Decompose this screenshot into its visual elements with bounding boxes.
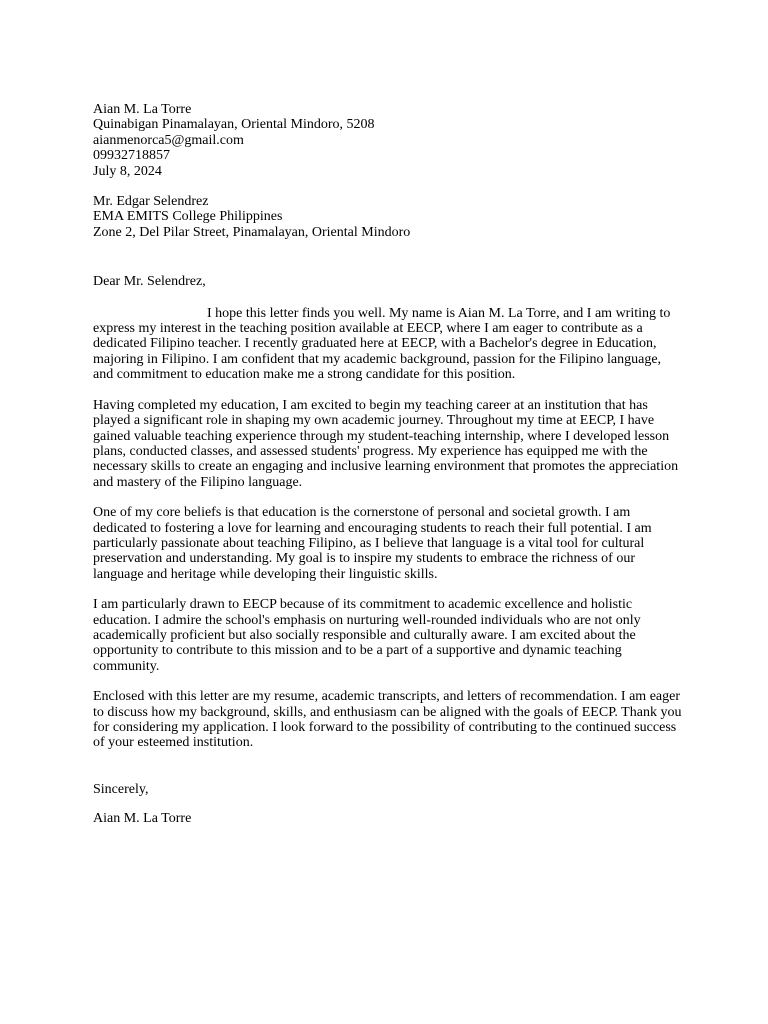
sender-name: Aian M. La Torre [93,102,192,117]
signature-name: Aian M. La Torre [93,811,192,827]
body-paragraph-2: Having completed my education, I am excited to begin my teaching career at an institution that has played a significant role in shaping my own academic journey. Throughout my time at EECP, I have gained valuable teaching experience through my student-teaching internship, where I developed lesson plans, conducted classes, and assessed students' progress. My experience has equipped me with the necessary skills to create an engaging and inclusive learning environment that promotes the appreciation and mastery of the Filipino language. [93,397,679,490]
sender-address: Quinabigan Pinamalayan, Oriental Mindoro, 5208 [93,117,375,133]
recipient-institution: EMA EMITS College Philippines [93,209,283,225]
letter-page [93,102,683,827]
body-paragraph-1: I hope this letter finds you well. My name is Aian M. La Torre, and I am writing to express my interest in the teaching position available at EECP, where I am eager to contribute as a dedicated Filipino teacher. I recently graduated here at EECP, with a Bachelor's degree in Education, majoring in Filipino. I am confident that my academic background, passion for the Filipino language, and commitment to education make me a strong candidate for this position. [93,305,671,383]
body-paragraph-4: I am particularly drawn to EECP because of its commitment to academic excellence and holistic education. I admire the school's emphasis on nurturing well-rounded individuals who are not only academically proficient but also socially responsible and culturally aware. I am excited about the opportunity to contribute to this mission and to be a part of a supportive and dynamic teaching community. [93,597,641,674]
sender-block [93,102,683,179]
sender-phone: 09932718857 [93,148,170,164]
body-paragraph-3: One of my core beliefs is that education is the cornerstone of personal and societal growth. I am dedicated to fostering a love for learning and encouraging students to reach their full potential. I am particularly passionate about teaching Filipino, as I believe that language is a vital tool for cultural preservation and understanding. My goal is to inspire my students to embrace the richness of our language and heritage while developing their linguistic skills. [93,505,652,582]
body-paragraph-5: Enclosed with this letter are my resume, academic transcripts, and letters of recommendation. I am eager to discuss how my background, skills, and enthusiasm can be aligned with the goals of EECP. Thank you for considering my application. I look forward to the possibility of contributing to the continued success of your esteemed institution. [93,689,682,751]
sender-email: aianmenorca5@gmail.com [93,132,244,148]
letter-date: July 8, 2024 [93,163,162,179]
recipient-address: Zone 2, Del Pilar Street, Pinamalayan, Oriental Mindoro [93,224,411,240]
recipient-name: Mr. Edgar Selendrez [93,194,209,210]
recipient-block [93,194,683,240]
salutation: Dear Mr. Selendrez, [93,274,206,290]
closing: Sincerely, [93,781,149,797]
